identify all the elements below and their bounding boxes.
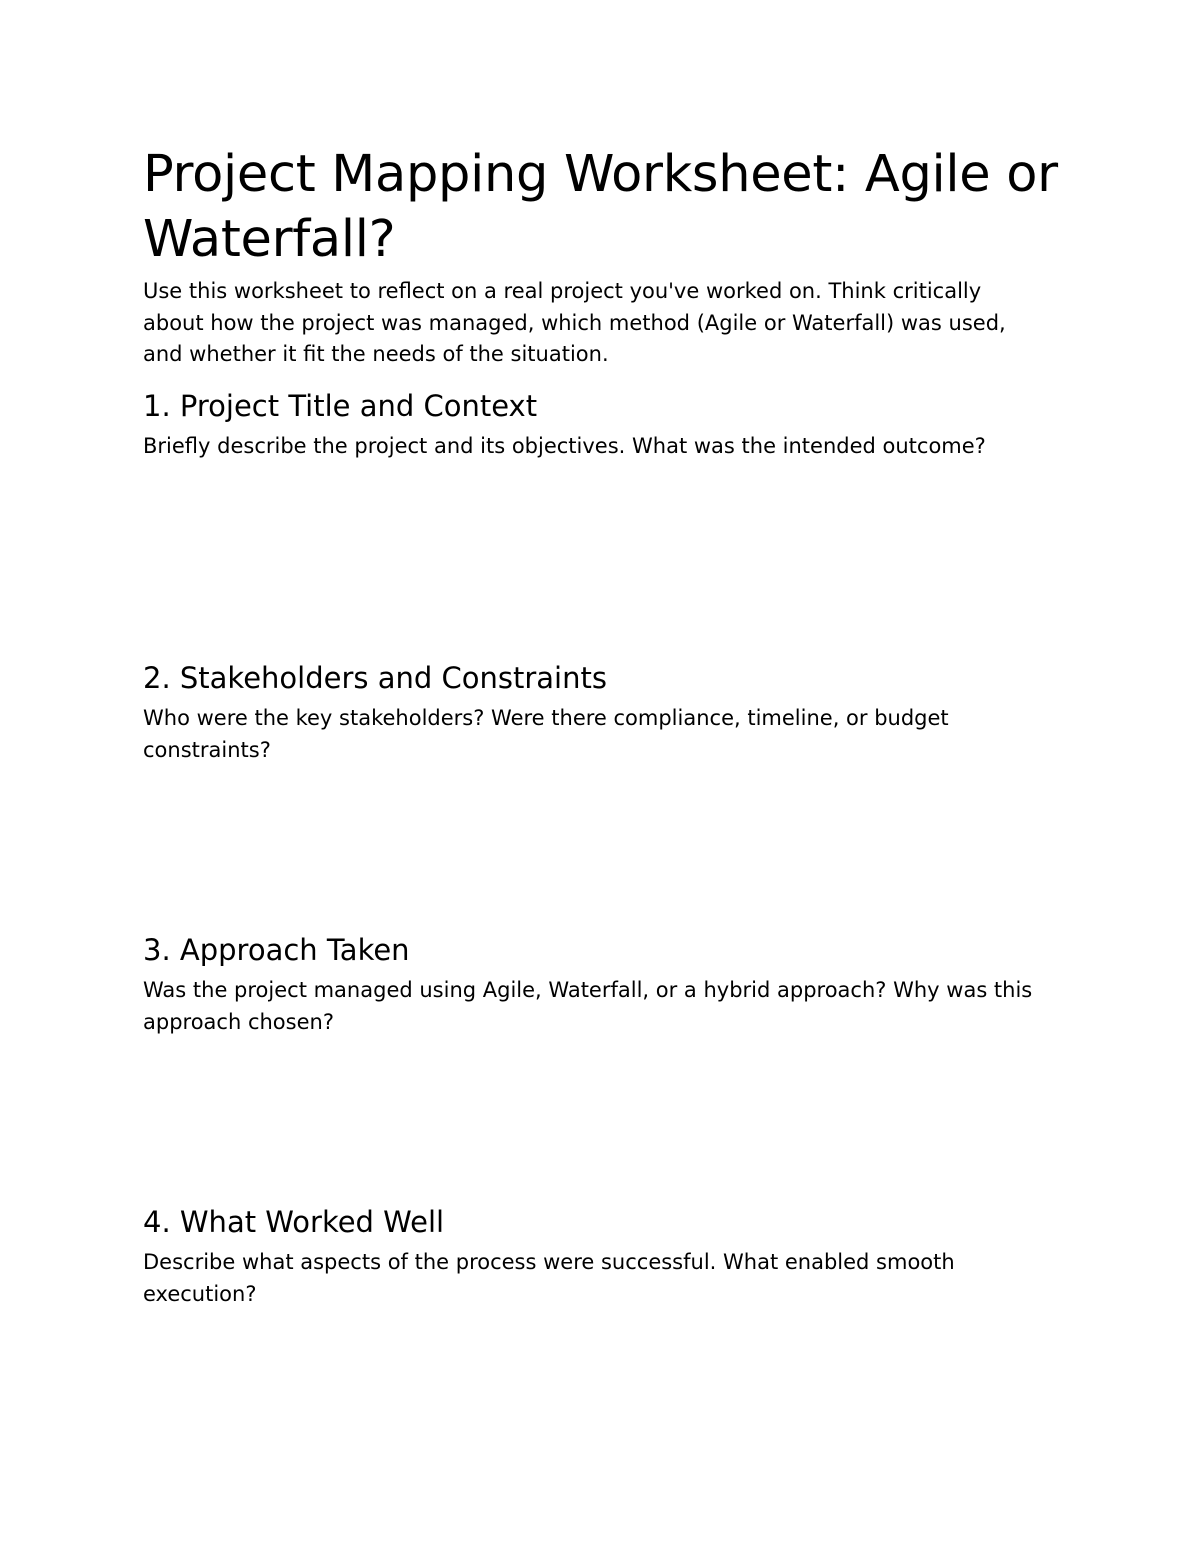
section-prompt: Briefly describe the project and its objectives. What was the intended outcome? (143, 434, 986, 458)
section-heading: 2. Stakeholders and Constraints (143, 661, 607, 695)
section-prompt: Describe what aspects of the process were successful. What enabled smooth execution? (143, 1250, 955, 1306)
section-what-worked-well (143, 1202, 1063, 1310)
section-heading: 4. What Worked Well (143, 1205, 445, 1239)
intro-paragraph: Use this worksheet to reflect on a real project you've worked on. Think critically about how the project was managed, which method (Agile or Waterfall) was used, and whether it fit the needs of the situation. (143, 279, 1006, 366)
section-approach-taken (143, 930, 1063, 1038)
page-title: Project Mapping Worksheet: Agile or Waterfall? (143, 145, 1058, 269)
section-stakeholders-constraints (143, 658, 1063, 766)
section-heading: 1. Project Title and Context (143, 389, 538, 423)
section-prompt: Was the project managed using Agile, Waterfall, or a hybrid approach? Why was this approach chosen? (143, 978, 1033, 1034)
section-project-title-context (143, 386, 1063, 463)
section-heading: 3. Approach Taken (143, 933, 410, 967)
section-prompt: Who were the key stakeholders? Were there compliance, timeline, or budget constraints? (143, 706, 949, 762)
